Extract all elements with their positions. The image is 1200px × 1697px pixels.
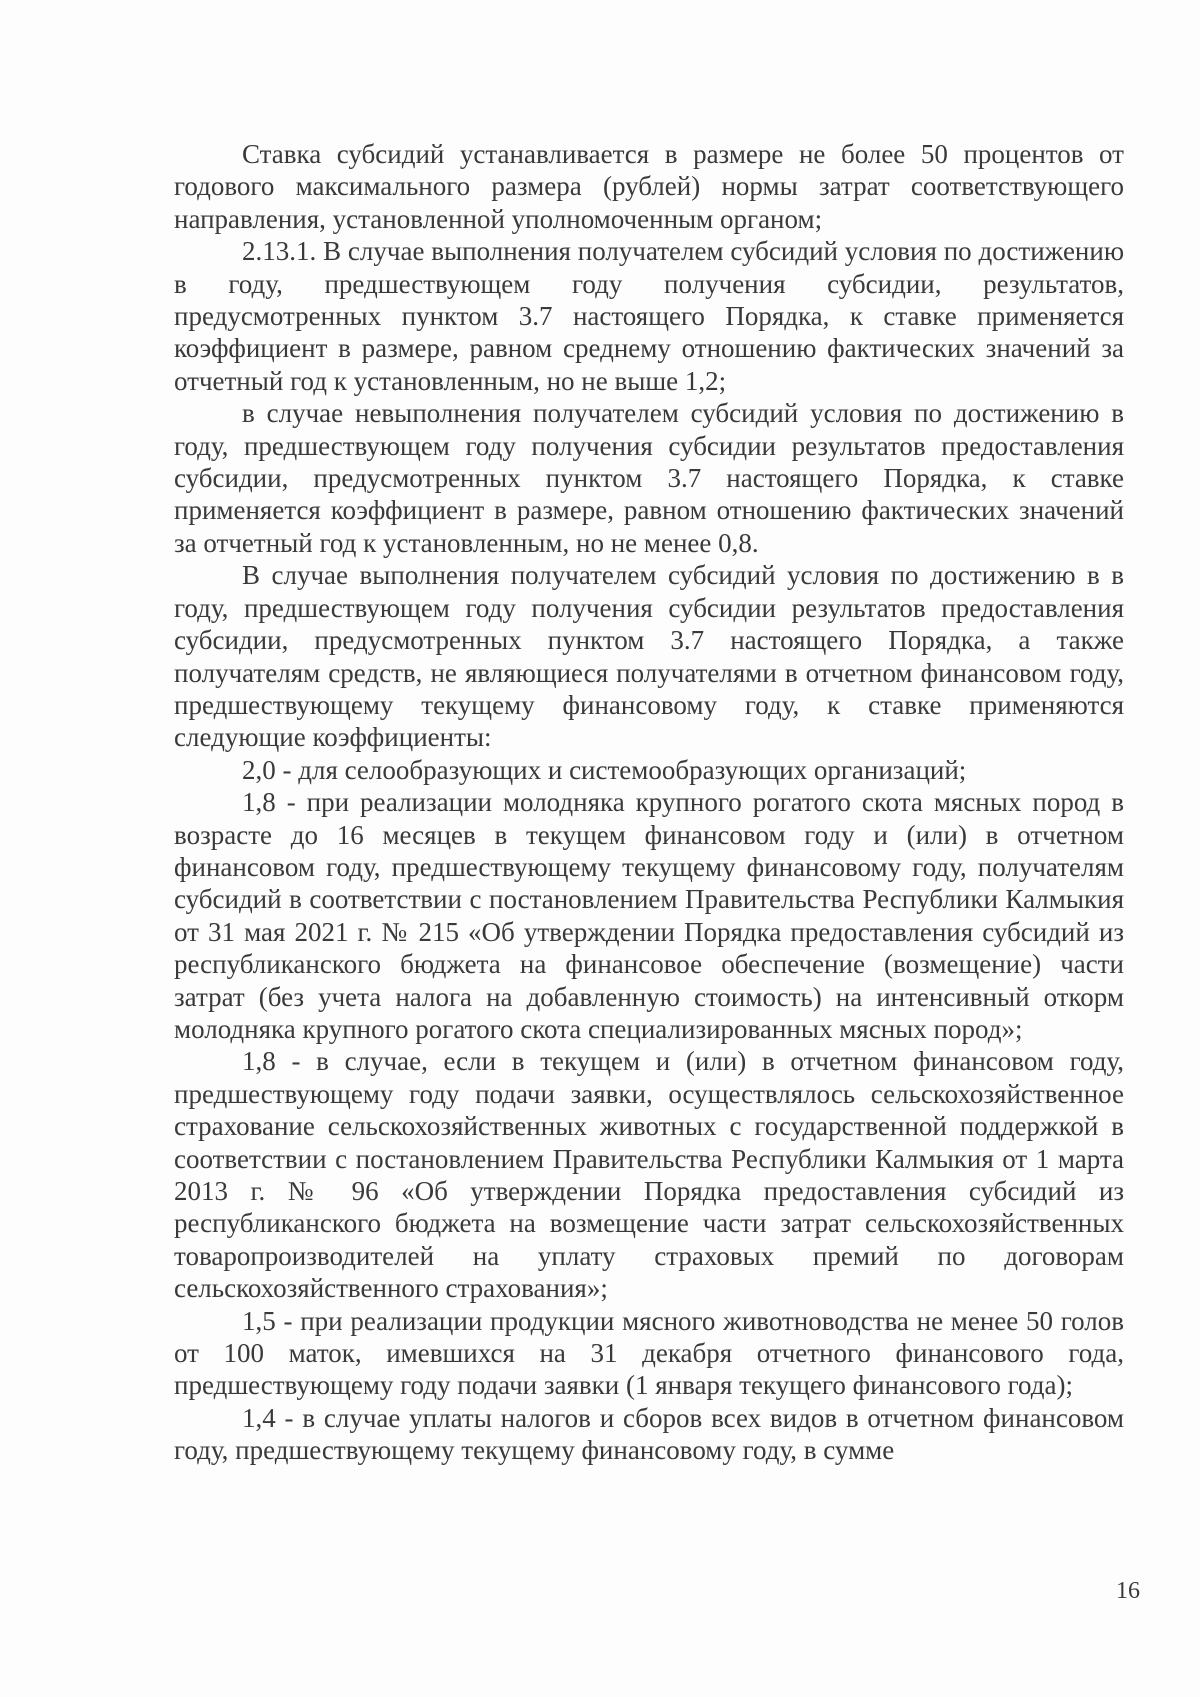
paragraph-coefficient-1-8-insurance: 1,8 - в случае, если в текущем и (или) в отчетном финансовом году, предшествующему году подачи заявки, осуществлялось сельскохозяйственное страхование сельскохозяйственных животных с государственной поддержкой в соответствии с постановлением Правительства Республики Калмыкия от 1 марта 2013 г. № 96 «Об утверждении Порядка предоставления субсидий из республиканского бюджета на возмещение части затрат сельскохозяйственных товаропроизводителей на уплату страховых премий по договорам сельскохозяйственного страхования»; <box>174 1046 1124 1304</box>
paragraph-coefficient-1-4: 1,4 - в случае уплаты налогов и сборов всех видов в отчетном финансовом году, предшествующему текущему финансовому году, в сумме <box>174 1402 1124 1466</box>
page-number: 16 <box>1116 1578 1140 1604</box>
paragraph-2-13-1: 2.13.1. В случае выполнения получателем субсидий условия по достижению в году, предшествующем году получения субсидии, результатов, предусмотренных пунктом 3.7 настоящего Порядка, к ставке применяется коэффициент в размере, равном среднему отношению фактических значений за отчетный год к установленным, но не выше 1,2; <box>174 236 1124 396</box>
paragraph-subsidy-rate: Ставка субсидий устанавливается в размере не более 50 процентов от годового максимального размера (рублей) нормы затрат соответствующего направления, установленной уполномоченным органом; <box>174 139 1124 234</box>
paragraph-coefficients-intro: В случае выполнения получателем субсидий условия по достижению в в году, предшествующем году получения субсидии результатов предоставления субсидии, предусмотренных пунктом 3.7 настоящего Порядка, а также получателям средств, не являющиеся получателями в отчетном финансовом году, предшествующему текущему финансовому году, к ставке применяются следующие коэффициенты: <box>174 560 1124 753</box>
paragraph-coefficient-1-5: 1,5 - при реализации продукции мясного животноводства не менее 50 голов от 100 маток, имевшихся на 31 декабря отчетного финансового года, предшествующему году подачи заявки (1 января текущего финансового года); <box>174 1305 1124 1401</box>
paragraph-non-fulfillment: в случае невыполнения получателем субсидий условия по достижению в году, предшествующем году получения субсидии результатов предоставления субсидии, предусмотренных пунктом 3.7 настоящего Порядка, к ставке применяется коэффициент в размере, равном отношению фактических значений за отчетный год к установленным, но не менее 0,8. <box>174 398 1124 558</box>
document-body <box>174 138 1124 1467</box>
paragraph-coefficient-1-8-cattle: 1,8 - при реализации молодняка крупного рогатого скота мясных пород в возрасте до 16 месяцев в текущем финансовом году и (или) в отчетном финансовом году, предшествующему текущему финансовому году, получателям субсидий в соответствии с постановлением Правительства Республики Калмыкия от 31 мая 2021 г. № 215 «Об утверждении Порядка предоставления субсидий из республиканского бюджета на финансовое обеспечение (возмещение) части затрат (без учета налога на добавленную стоимость) на интенсивный откорм молодняка крупного рогатого скота специализированных мясных пород»; <box>174 787 1124 1044</box>
paragraph-coefficient-2-0: 2,0 - для селообразующих и системообразующих организаций; <box>242 754 967 785</box>
